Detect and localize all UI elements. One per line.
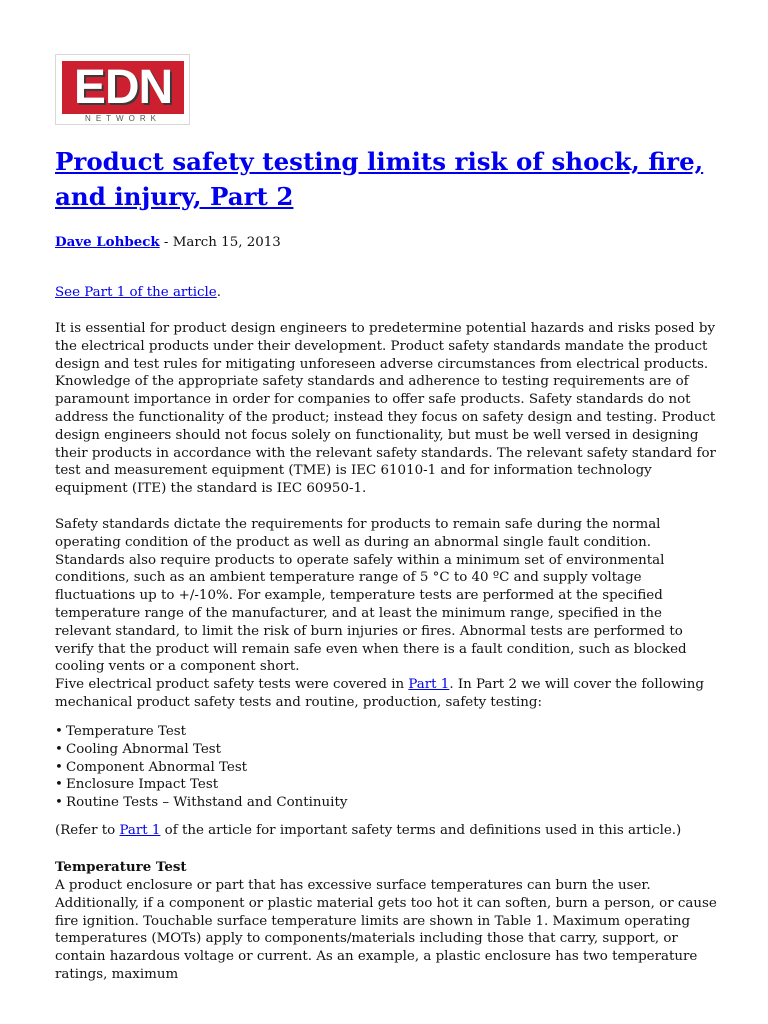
list-item: • Component Abnormal Test bbox=[55, 759, 347, 777]
list-item: • Temperature Test bbox=[55, 723, 347, 741]
refer-text-end: of the article for important safety terms and definitions used in this article.) bbox=[160, 823, 682, 838]
byline bbox=[55, 233, 281, 252]
edn-network-logo[interactable] bbox=[55, 54, 190, 125]
standards-paragraph: Safety standards dictate the requirements for products to remain safe during the normal operating condition of the product as well as during an abnormal single fault condition. Standards also require products to operate safely within a minimum set of environmental conditions, such as an ambient temperature range of 5 °C to 40 ºC and supply voltage fluctuations up to +/-10%. For example, temperature tests are performed at the specified temperature range of the manufacturer, and at least the minimum range, specified in the relevant standard, to limit the risk of burn injuries or fires. Abnormal tests are performed to verify that the product will remain safe even when there is a fault condition, such as blocked cooling vents or a component short. bbox=[55, 517, 687, 675]
list-item: • Enclosure Impact Test bbox=[55, 776, 347, 794]
publish-date: March 15, 2013 bbox=[172, 235, 281, 250]
section-heading: Temperature Test bbox=[55, 859, 187, 875]
test-list bbox=[55, 723, 347, 812]
list-item: • Cooling Abnormal Test bbox=[55, 741, 347, 759]
refer-part1-link[interactable]: Part 1 bbox=[119, 823, 161, 838]
logo-subtitle: NETWORK bbox=[85, 114, 161, 123]
article-title-link[interactable]: Product safety testing limits risk of shock, fire, and injury, Part 2 bbox=[55, 147, 704, 211]
logo-red-block bbox=[62, 61, 184, 114]
see-part1-link[interactable]: See Part 1 of the article bbox=[55, 285, 217, 300]
refer-paragraph bbox=[55, 822, 717, 840]
intro-paragraph: It is essential for product design engineers to predetermine potential hazards and risks posed by the electrical products under their development. Product safety standards mandate the product design and test rules for mitigating unforeseen adverse circumstances from electrical products. Knowledge of the appropriate safety standards and adherence to testing requirements are of paramount importance in order for companies to offer safe products. Safety standards do not address the functionality of the product; instead they focus on safety design and testing. Product design engineers should not focus solely on functionality, but must be well versed in designing their products in accordance with the relevant safety standards. The relevant safety standard for test and measurement equipment (TME) is IEC 61010-1 and for information technology equipment (ITE) the standard is IEC 60950-1. bbox=[55, 321, 716, 497]
overview-text-start: Five electrical product safety tests were covered in bbox=[55, 677, 409, 692]
logo-wordmark: EDN bbox=[73, 61, 173, 114]
see-part1-line bbox=[55, 284, 221, 302]
author-link[interactable]: Dave Lohbeck bbox=[55, 234, 160, 250]
overview-text-end: . In Part 2 we will cover the following mechanical product safety tests and routine, production, safety testing: bbox=[55, 677, 704, 710]
overview-paragraph bbox=[55, 676, 717, 712]
byline-separator: - bbox=[159, 235, 173, 250]
list-item: • Routine Tests – Withstand and Continuity bbox=[55, 794, 347, 812]
refer-text-start: (Refer to bbox=[55, 823, 120, 838]
part1-link[interactable]: Part 1 bbox=[408, 677, 450, 692]
temperature-paragraph: A product enclosure or part that has excessive surface temperatures can burn the user. Additionally, if a component or plastic material gets too hot it can soften, burn a person, or cause fire ignition. Touchable surface temperature limits are shown in Table 1. Maximum operating temperatures (MOTs) apply to components/materials including those that carry, support, or contain hazardous voltage or current. As an example, a plastic enclosure has two temperature ratings, maximum bbox=[55, 878, 717, 982]
see-part1-suffix: . bbox=[216, 285, 221, 300]
